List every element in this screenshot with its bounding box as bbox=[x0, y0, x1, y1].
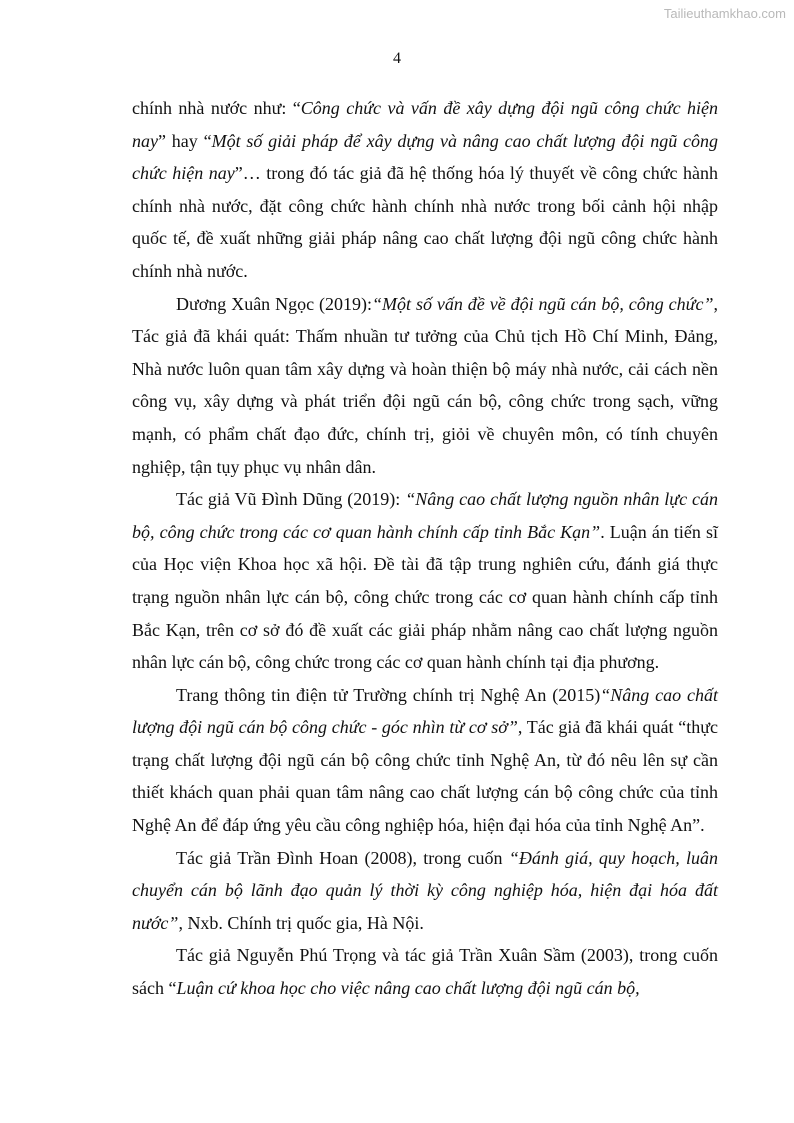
italic-title: Một số giải pháp để xây dựng và nâng cao chất lượng đội ngũ công chức hiện nay bbox=[132, 130, 719, 184]
italic-title: Công chức và vấn đề xây dựng đội ngũ công chức hiện nay bbox=[132, 98, 718, 151]
paragraph bbox=[132, 483, 718, 679]
text-run: , Tác giả đã khái quát: Thấm nhuần tư tưởng của Chủ tịch Hồ Chí Minh, Đảng, Nhà nước luôn quan tâm xây dựng và hoàn thiện bộ máy nhà nước, cải cách nền công vụ, xây dựng và phát triển đội ngũ cán bộ, công chức trong sạch, vững mạnh, có phẩm chất đạo đức, chính trị, giỏi về chuyên môn, có tính chuyên nghiệp, tận tụy phục vụ nhân dân. bbox=[132, 293, 718, 477]
paragraph bbox=[132, 288, 718, 484]
text-run: Trang thông tin điện tử Trường chính trị Nghệ An (2015) bbox=[176, 684, 601, 705]
italic-title: Luận cứ khoa học cho việc nâng cao chất lượng đội ngũ cán bộ, bbox=[176, 978, 640, 999]
text-run: , Nxb. Chính trị quốc gia, Hà Nội. bbox=[178, 912, 424, 933]
paragraph bbox=[132, 92, 718, 288]
text-run: , Tác giả đã khái quát “thực trạng chất lượng đội ngũ cán bộ công chức tỉnh Nghệ An, từ đó nêu lên sự cần thiết khách quan phải quan tâm nâng cao chất lượng cán bộ công chức của tỉnh Nghệ An để đáp ứng yêu cầu công nghiệp hóa, hiện đại hóa của tỉnh Nghệ An”. bbox=[132, 717, 718, 836]
text-run: Tác giả Trần Đình Hoan (2008), trong cuốn bbox=[176, 847, 509, 868]
paragraph bbox=[132, 842, 718, 940]
document-body bbox=[132, 92, 718, 1005]
paragraph bbox=[132, 679, 718, 842]
paragraph bbox=[132, 939, 718, 1004]
text-run: ”… trong đó tác giả đã hệ thống hóa lý thuyết về công chức hành chính nhà nước, đặt công chức hành chính nhà nước trong bối cảnh hội nhập quốc tế, đề xuất những giải pháp nâng cao chất lượng đội ngũ công chức hành chính nhà nước. bbox=[132, 163, 718, 281]
page-number: 4 bbox=[393, 50, 401, 67]
italic-title: “Đánh giá, quy hoạch, luân chuyển cán bộ lãnh đạo quản lý thời kỳ công nghiệp hóa, hiện đại hóa đất nước” bbox=[132, 847, 718, 933]
text-run: ” hay “ bbox=[158, 130, 212, 151]
text-run: Tác giả Nguyễn Phú Trọng và tác giả Trần Xuân Sầm (2003), trong cuốn sách “ bbox=[132, 945, 718, 999]
text-run: chính nhà nước như: “ bbox=[132, 98, 301, 118]
text-run: Tác giả Vũ Đình Dũng (2019): bbox=[176, 489, 406, 510]
italic-title: “Nâng cao chất lượng nguồn nhân lực cán bộ, công chức trong các cơ quan hành chính cấp tỉnh Bắc Kạn” bbox=[132, 489, 718, 542]
italic-title: “Một số vấn đề về đội ngũ cán bộ, công chức” bbox=[372, 293, 714, 314]
text-run: . Luận án tiến sĩ của Học viện Khoa học xã hội. Đề tài đã tập trung nghiên cứu, đánh giá thực trạng nguồn nhân lực cán bộ, công chức trong các cơ quan hành chính cấp tỉnh Bắc Kạn, trên cơ sở đó đề xuất các giải pháp nhằm nâng cao chất lượng nguồn nhân lực cán bộ, công chức trong các cơ quan hành chính tại địa phương. bbox=[132, 521, 718, 673]
text-run: Dương Xuân Ngọc (2019): bbox=[176, 293, 373, 314]
watermark: Tailieuthamkhao.com bbox=[663, 6, 786, 21]
italic-title: “Nâng cao chất lượng đội ngũ cán bộ công chức - góc nhìn từ cơ sở” bbox=[132, 684, 719, 738]
